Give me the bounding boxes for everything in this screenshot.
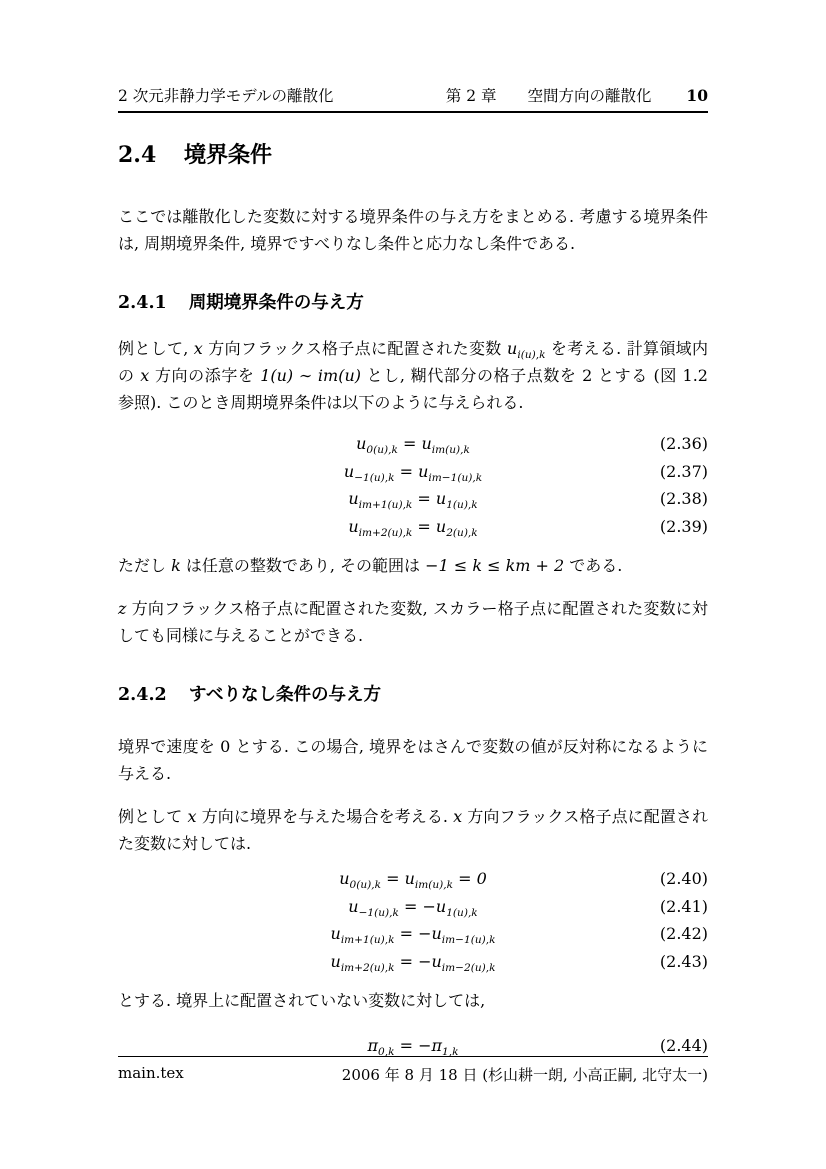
header-doc-title: 2 次元非静力学モデルの離散化 [118, 87, 334, 105]
equation-formula: $u_{0(u),k} = u_{im(u),k} = 0$ [339, 869, 487, 892]
equation-row [118, 893, 708, 921]
equation-formula: $\pi_{0,k} = -\pi_{1,k}$ [367, 1036, 459, 1059]
paragraph-noslip-2: 例として x 方向に境界を与えた場合を考える. x 方向フラックス格子点に配置された変数に対しては. [118, 807, 708, 853]
equation-block-noslip [118, 865, 708, 975]
equation-formula: $u_{-1(u),k} = u_{im-1(u),k}$ [343, 461, 483, 484]
equation-row [118, 948, 708, 976]
equation-formula: $u_{im+2(u),k} = -u_{im-2(u),k}$ [330, 951, 496, 974]
equation-formula: $u_{im+1(u),k} = u_{1(u),k}$ [348, 489, 478, 512]
equation-number: (2.40) [659, 869, 708, 888]
equation-row [118, 513, 708, 541]
section-title: 境界条件 [183, 143, 272, 168]
equation-formula: $u_{im+1(u),k} = -u_{im-1(u),k}$ [330, 924, 496, 947]
header-page-number: 10 [686, 86, 708, 105]
equation-number: (2.36) [659, 434, 708, 453]
section-heading [118, 140, 708, 171]
equation-row [118, 920, 708, 948]
subsection-heading-periodic [118, 291, 708, 315]
paragraph-noslip-1: 境界で速度を 0 とする. この場合, 境界をはさんで変数の値が反対称になるように与える. [118, 737, 708, 783]
page-footer [118, 1056, 708, 1085]
equation-row [118, 865, 708, 893]
header-chapter-title: 空間方向の離散化 [527, 87, 652, 105]
equation-block-periodic [118, 430, 708, 540]
equation-row [118, 458, 708, 486]
equation-row [118, 485, 708, 513]
equation-number: (2.38) [659, 489, 708, 508]
paragraph-periodic-2: ただし k は任意の整数であり, その範囲は −1 ≤ k ≤ km + 2 である. [118, 556, 623, 575]
subsection-title: 周期境界条件の与え方 [188, 293, 364, 313]
equation-number: (2.39) [659, 516, 708, 536]
equation-number: (2.37) [659, 461, 708, 481]
footer-filename: main.tex [118, 1064, 184, 1082]
equation-number: (2.43) [659, 951, 708, 971]
equation-number: (2.41) [659, 896, 708, 916]
header-chapter: 第 2 章 [445, 87, 497, 105]
text-column [118, 112, 708, 1060]
equation-row [118, 430, 708, 458]
footer-date-authors: 2006 年 8 月 18 日 (杉山耕一朗, 小高正嗣, 北守太一) [341, 1066, 708, 1084]
paragraph-periodic-1: 例として, x 方向フラックス格子点に配置された変数 $u_{i(u),k}$ を考える. 計算領域内の x 方向の添字を 1(u) ∼ im(u) とし, 糊代部分の格子点数を 2 とする (図 1.2 参照). このとき周期境界条件は以下のように与えられる. [118, 339, 708, 412]
equation-formula: $u_{im+2(u),k} = u_{2(u),k}$ [348, 516, 478, 539]
equation-formula: $u_{-1(u),k} = -u_{1(u),k}$ [348, 896, 478, 919]
equation-number: (2.42) [659, 924, 708, 943]
subsection-heading-noslip [118, 683, 708, 707]
subsection-number: 2.4.2 [118, 685, 167, 705]
paragraph-periodic-3: z 方向フラックス格子点に配置された変数, スカラー格子点に配置された変数に対しても同様に与えることができる. [118, 599, 708, 645]
subsection-title: すべりなし条件の与え方 [188, 685, 381, 705]
running-header [118, 84, 708, 113]
equation-formula: $u_{0(u),k} = u_{im(u),k}$ [356, 434, 470, 457]
section-number: 2.4 [118, 142, 157, 168]
header-right [446, 84, 708, 106]
subsection-number: 2.4.1 [118, 293, 167, 313]
paragraph-intro: ここでは離散化した変数に対する境界条件の与え方をまとめる. 考慮する境界条件は, 周期境界条件, 境界ですべりなし条件と応力なし条件である. [118, 207, 708, 253]
paragraph-noslip-3: とする. 境界上に配置されていない変数に対しては, [118, 991, 486, 1010]
equation-number: (2.44) [659, 1036, 708, 1055]
